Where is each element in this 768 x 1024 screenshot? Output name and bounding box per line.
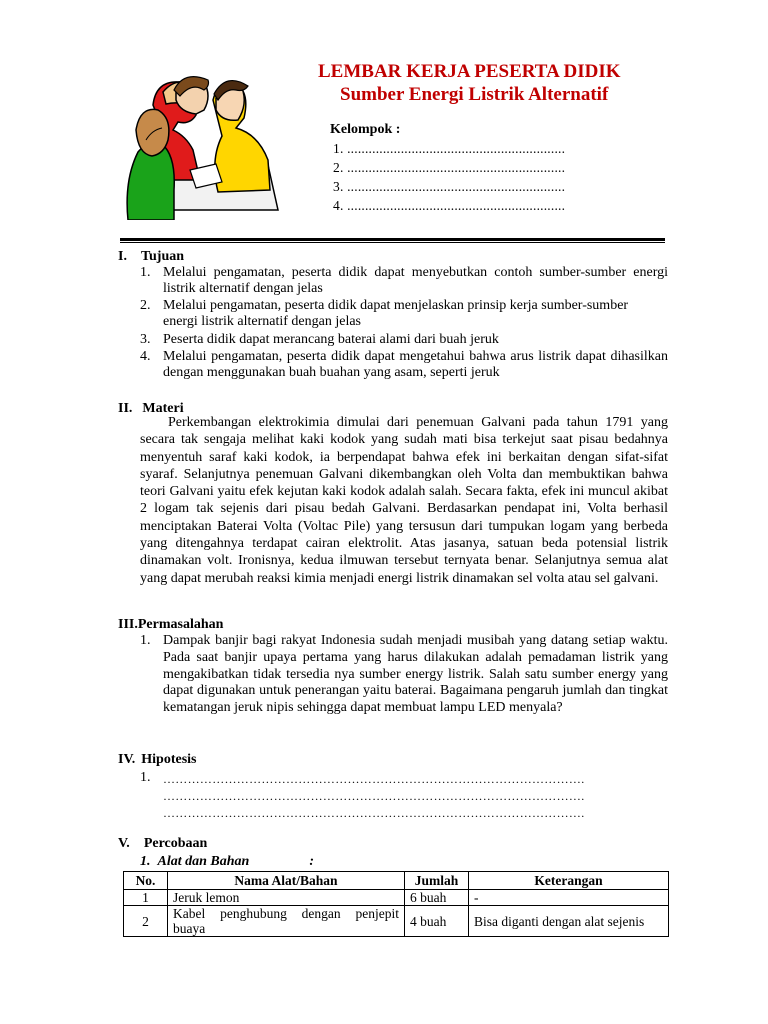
kelompok-line: 3. .............................................................	[333, 179, 566, 194]
table-cell: 6 buah	[405, 890, 469, 906]
list-number: 1.	[140, 633, 151, 648]
section-number: II.	[118, 401, 133, 416]
list-number: 2.	[140, 298, 151, 313]
list-number: 3.	[140, 332, 151, 347]
table-cell: 2	[124, 906, 168, 937]
section-title: Materi	[142, 401, 184, 416]
kelompok-line: 1. .............................................................	[333, 141, 566, 156]
materials-table	[123, 871, 669, 937]
subsection-colon: :	[309, 854, 314, 869]
answer-line[interactable]: ………………………………………………………………………………………….	[163, 772, 585, 786]
header-divider	[120, 238, 665, 241]
section-number: I.	[118, 249, 127, 264]
answer-line[interactable]: ………………………………………………………………………………………….	[163, 789, 585, 803]
table-row	[124, 890, 669, 906]
section-number: IV.	[118, 752, 136, 767]
section-heading-permasalahan	[118, 617, 223, 633]
list-item: Melalui pengamatan, peserta didik dapat menjelaskan prinsip kerja sumber-sumber energi listrik alternatif dengan jelas	[163, 298, 629, 329]
kelompok-line: 4. .............................................................	[333, 198, 566, 213]
table-header-cell: No.	[124, 872, 168, 890]
table-cell: 1	[124, 890, 168, 906]
subsection-title: Alat dan Bahan	[157, 854, 250, 869]
list-number: 1.	[140, 265, 151, 280]
page-title: LEMBAR KERJA PESERTA DIDIK	[318, 61, 621, 82]
section-heading-percobaan	[118, 836, 207, 852]
list-item: Dampak banjir bagi rakyat Indonesia sudah menjadi musibah yang datang setiap waktu. Pada saat banjir upaya pertama yang harus dilakukan adalah pemadaman listrik yang mengakibatkan tidak tersedia nya sumber energy listrik. Salah satu sumber energy yang dapat digunakan untuk penerangan yaitu baterai. Bagaimana pengaruh jumlah dan tingkat kematangan jeruk nipis sehingga dapat membuat lampu LED menyala?	[163, 633, 668, 716]
materi-paragraph: Perkembangan elektrokimia dimulai dari penemuan Galvani pada tahun 1791 yang secara tak sengaja melihat kaki kodok yang sudah mati bisa terkejut saat pisau bedahnya menyentuh saraf kaki kodok, ia berpendapat bahwa efek ini berkaitan dengan sifat-sifat syaraf. Selanjutnya penemuan Galvani dikembangkan oleh Volta dan membuktikan bahwa teori Galvani yaitu efek kejutan kaki kodok adalah salah. Secara fakta, efek ini muncul akibat 2 logam tak sejenis dari pisau bedah Galvani. Berdasarkan pendapat ini, Volta berhasil menciptakan Baterai Volta (Voltac Pile) yang tersusun dari tumpukan logam yang berbeda yang ditengahnya terdapat cairan elektrolit. Atas jasanya, satuan beda potensial listrik dinamakan volt. Ironisnya, kedua ilmuwan tersebut ternyata benar. Selanjutnya semua alat yang dapat merubah reaksi kimia menjadi energi listrik dinamakan sel volta atau sel galvani.	[140, 415, 668, 586]
subsection-number: 1.	[140, 854, 151, 869]
table-row	[124, 906, 669, 937]
table-header-cell: Jumlah	[405, 872, 469, 890]
section-number: V.	[118, 836, 130, 851]
table-header-cell: Nama Alat/Bahan	[168, 872, 405, 890]
kelompok-line: 2. .............................................................	[333, 160, 566, 175]
section-title: Tujuan	[140, 249, 185, 264]
table-header-row	[124, 872, 669, 890]
answer-line[interactable]: ………………………………………………………………………………………….	[163, 806, 585, 820]
section-number: III.	[118, 617, 138, 632]
group-discussion-illustration	[118, 70, 288, 220]
header-divider-thin	[120, 242, 665, 243]
kelompok-label: Kelompok :	[330, 122, 401, 137]
table-cell: Kabel penghubung dengan penjepit buaya	[168, 906, 405, 937]
section-heading-hipotesis	[118, 752, 197, 768]
table-cell: Jeruk lemon	[168, 890, 405, 906]
list-number: 4.	[140, 349, 151, 364]
subsection-heading	[140, 854, 314, 870]
list-number: 1.	[140, 770, 151, 785]
section-heading-tujuan	[118, 249, 184, 265]
table-cell: -	[469, 890, 669, 906]
page-subtitle: Sumber Energi Listrik Alternatif	[340, 84, 609, 105]
section-title: Hipotesis	[141, 752, 197, 767]
table-cell: Bisa diganti dengan alat sejenis	[469, 906, 669, 937]
table-cell: 4 buah	[405, 906, 469, 937]
section-title: Permasalahan	[137, 617, 224, 632]
list-item: Melalui pengamatan, peserta didik dapat menyebutkan contoh sumber-sumber energi listrik alternatif dengan jelas	[163, 265, 668, 296]
list-item: Melalui pengamatan, peserta didik dapat mengetahui bahwa arus listrik dapat dihasilkan dengan menggunakan buah buahan yang asam, seperti jeruk	[163, 349, 668, 380]
table-header-cell: Keterangan	[469, 872, 669, 890]
list-item: Peserta didik dapat merancang baterai alami dari buah jeruk	[163, 332, 499, 347]
section-title: Percobaan	[143, 836, 208, 851]
